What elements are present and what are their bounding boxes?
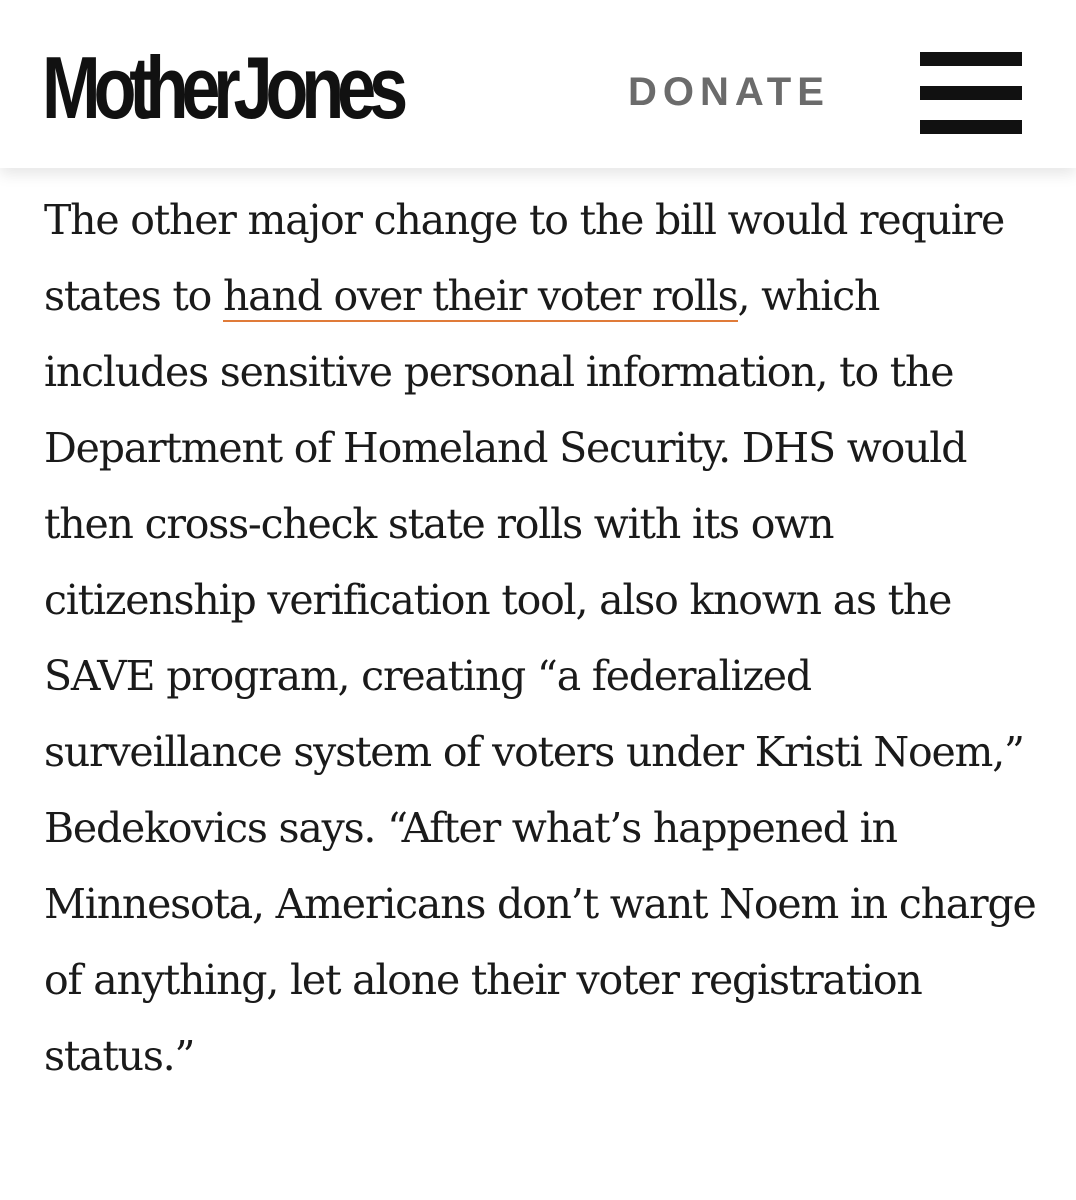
article-body (0, 168, 1076, 1200)
menu-bar-top (920, 52, 1022, 66)
voter-rolls-link[interactable]: hand over their voter rolls (222, 272, 738, 320)
paragraph-text-end: , which includes sensitive personal information, to the Department of Homeland Security. DHS would then cross-check state rolls with its own citizenship verification tool, also known as the SAVE program, creating “a federalized surveillance system of voters under Kristi Noem,” Bedekovics says. “After what’s happened in Minnesota, Americans don’t want Noem in charge of anything, let alone their voter registration status.” (44, 272, 1036, 1080)
mother-jones-logo[interactable]: MotherJones (42, 38, 401, 137)
donate-button[interactable]: DONATE (628, 70, 830, 114)
menu-bar-bottom (920, 120, 1022, 134)
paragraph-text-start: The other major change to the bill would require states to (44, 196, 1005, 320)
article-paragraph (44, 182, 1054, 1094)
site-header (0, 0, 1076, 168)
menu-bar-middle (920, 86, 1022, 100)
hamburger-menu-icon[interactable] (920, 52, 1022, 134)
